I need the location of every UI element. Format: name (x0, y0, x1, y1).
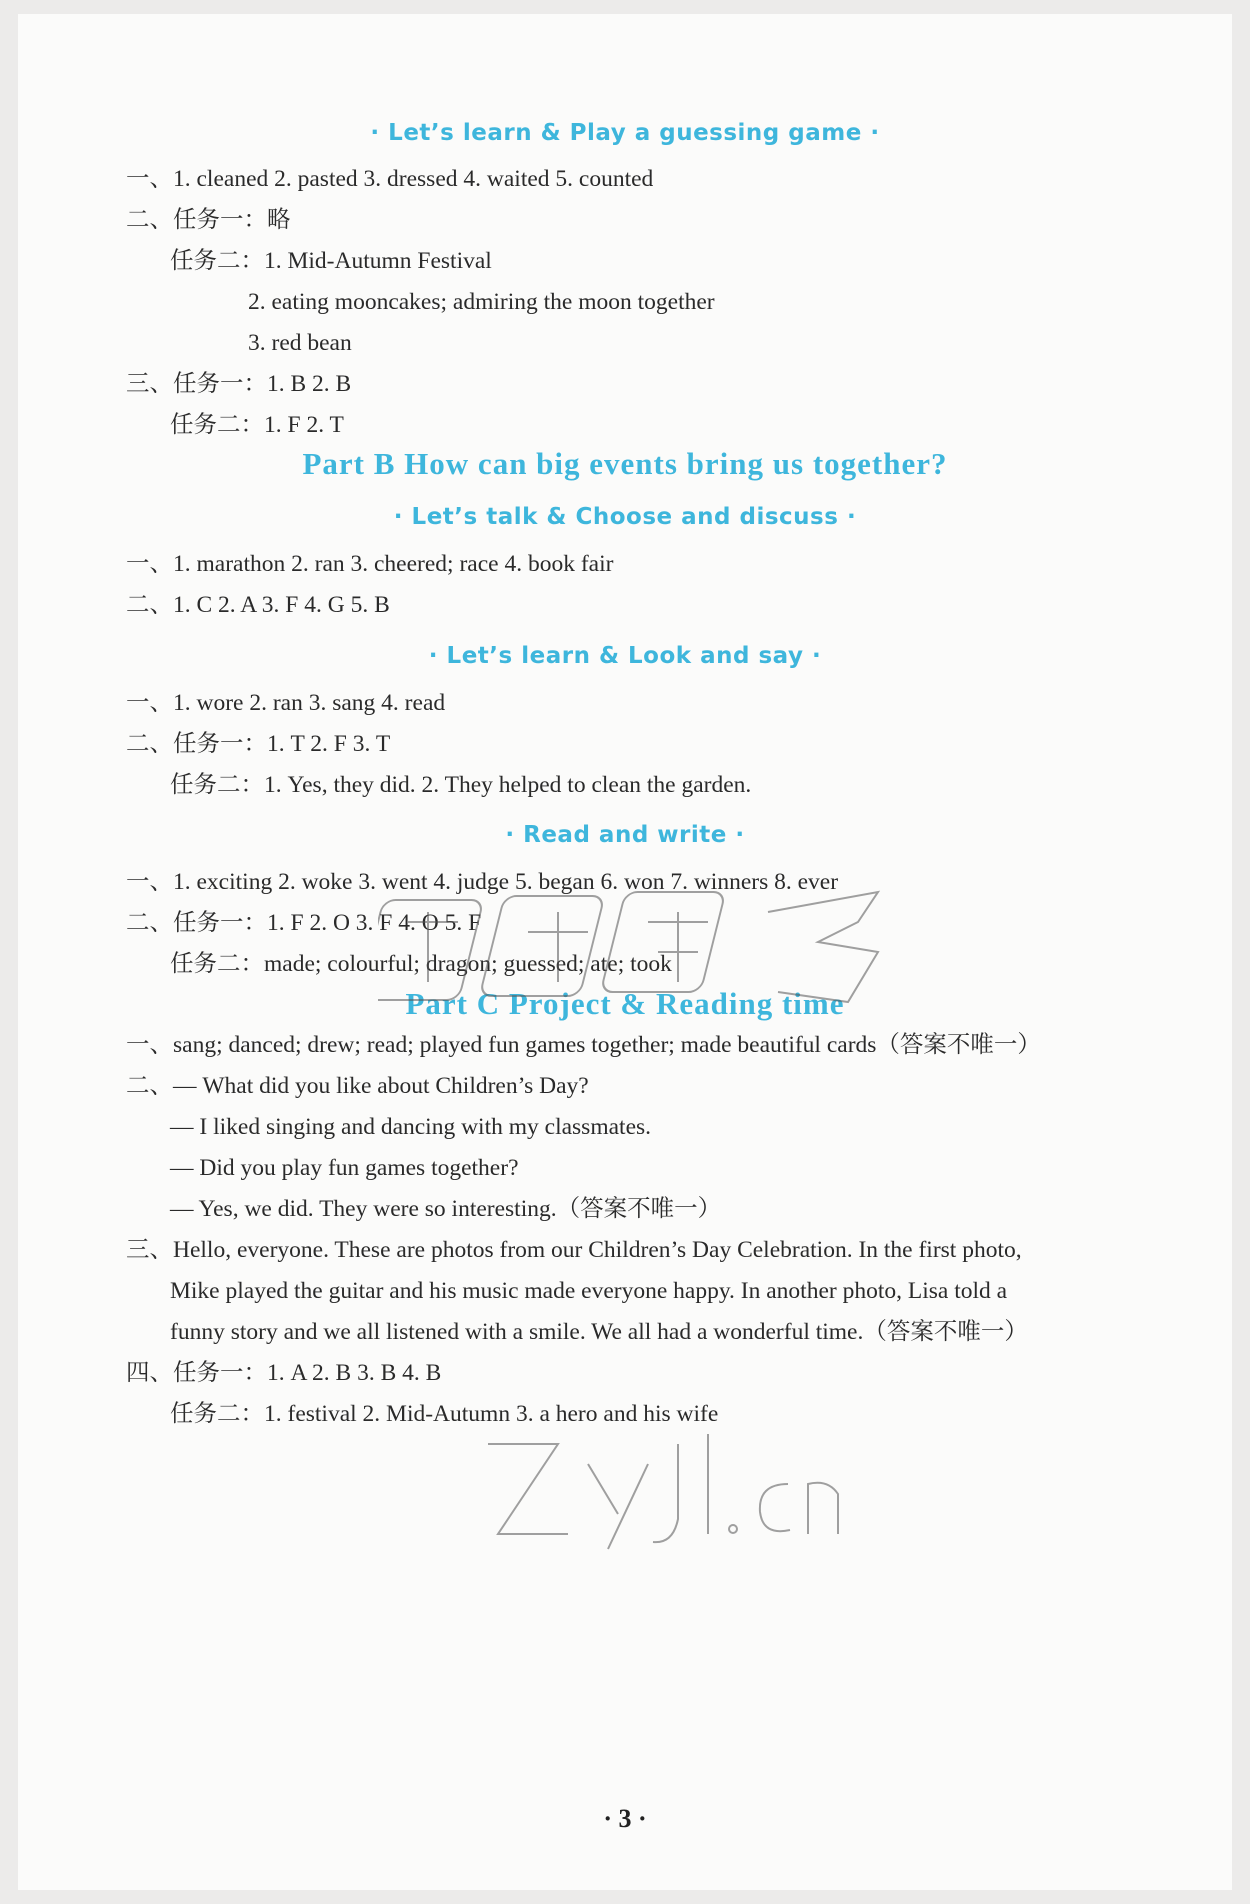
answer-line: 一、1. marathon 2. ran 3. cheered; race 4. book fair (126, 551, 614, 577)
part-b-heading: Part B How can big events bring us together? (302, 446, 948, 481)
answer-line: 任务二：made; colourful; dragon; guessed; ate; took (170, 951, 672, 977)
answer-line: 任务二：1. festival 2. Mid-Autumn 3. a hero and his wife (170, 1401, 719, 1427)
answer-line: 3. red bean (248, 330, 352, 356)
answer-line: — Did you play fun games together? (170, 1155, 519, 1181)
section-heading-look-and-say: · Let’s learn & Look and say · (428, 643, 822, 669)
answer-line: Mike played the guitar and his music made everyone happy. In another photo, Lisa told a (170, 1278, 1008, 1304)
section-heading-read-and-write: · Read and write · (505, 822, 745, 848)
answer-line: 一、sang; danced; drew; read; played fun games together; made beautiful cards（答案不唯一） (126, 1032, 1041, 1058)
answer-line: funny story and we all listened with a smile. We all had a wonderful time.（答案不唯一） (170, 1319, 1028, 1345)
answer-line: — Yes, we did. They were so interesting.（答案不唯一） (170, 1196, 722, 1222)
answer-line: 二、任务一：1. T 2. F 3. T (126, 731, 391, 757)
answer-page (18, 14, 1232, 1890)
page-number: · 3 · (603, 1804, 647, 1833)
answer-line: 四、任务一：1. A 2. B 3. B 4. B (126, 1360, 442, 1386)
answer-line: 三、Hello, everyone. These are photos from our Children’s Day Celebration. In the first photo, (126, 1237, 1022, 1263)
answer-line: 二、任务一：略 (126, 207, 291, 233)
answer-line: 二、1. C 2. A 3. F 4. G 5. B (126, 592, 390, 618)
answer-line: 任务二：1. F 2. T (170, 412, 344, 438)
section-heading-lets-learn-play: · Let’s learn & Play a guessing game · (370, 120, 880, 146)
answer-line: 任务二：1. Yes, they did. 2. They helped to clean the garden. (170, 772, 752, 798)
watermark-logo (378, 882, 898, 1012)
part-c-heading: Part C Project & Reading time (405, 986, 845, 1021)
answer-line: 二、— What did you like about Children’s Day? (126, 1073, 589, 1099)
answer-line: — I liked singing and dancing with my classmates. (170, 1114, 652, 1140)
answer-line: 一、1. cleaned 2. pasted 3. dressed 4. waited 5. counted (126, 166, 654, 192)
section-heading-lets-talk: · Let’s talk & Choose and discuss · (393, 504, 857, 530)
answer-line: 三、任务一：1. B 2. B (126, 371, 352, 397)
answer-line: 二、任务一：1. F 2. O 3. F 4. O 5. F (126, 910, 482, 936)
answer-line: 一、1. exciting 2. woke 3. went 4. judge 5. began 6. won 7. winners 8. ever (126, 869, 839, 895)
answer-line: 2. eating mooncakes; admiring the moon together (248, 289, 715, 315)
answer-line: 任务二：1. Mid-Autumn Festival (170, 248, 492, 274)
answer-line: 一、1. wore 2. ran 3. sang 4. read (126, 690, 446, 716)
watermark-url-logo (478, 1424, 858, 1554)
